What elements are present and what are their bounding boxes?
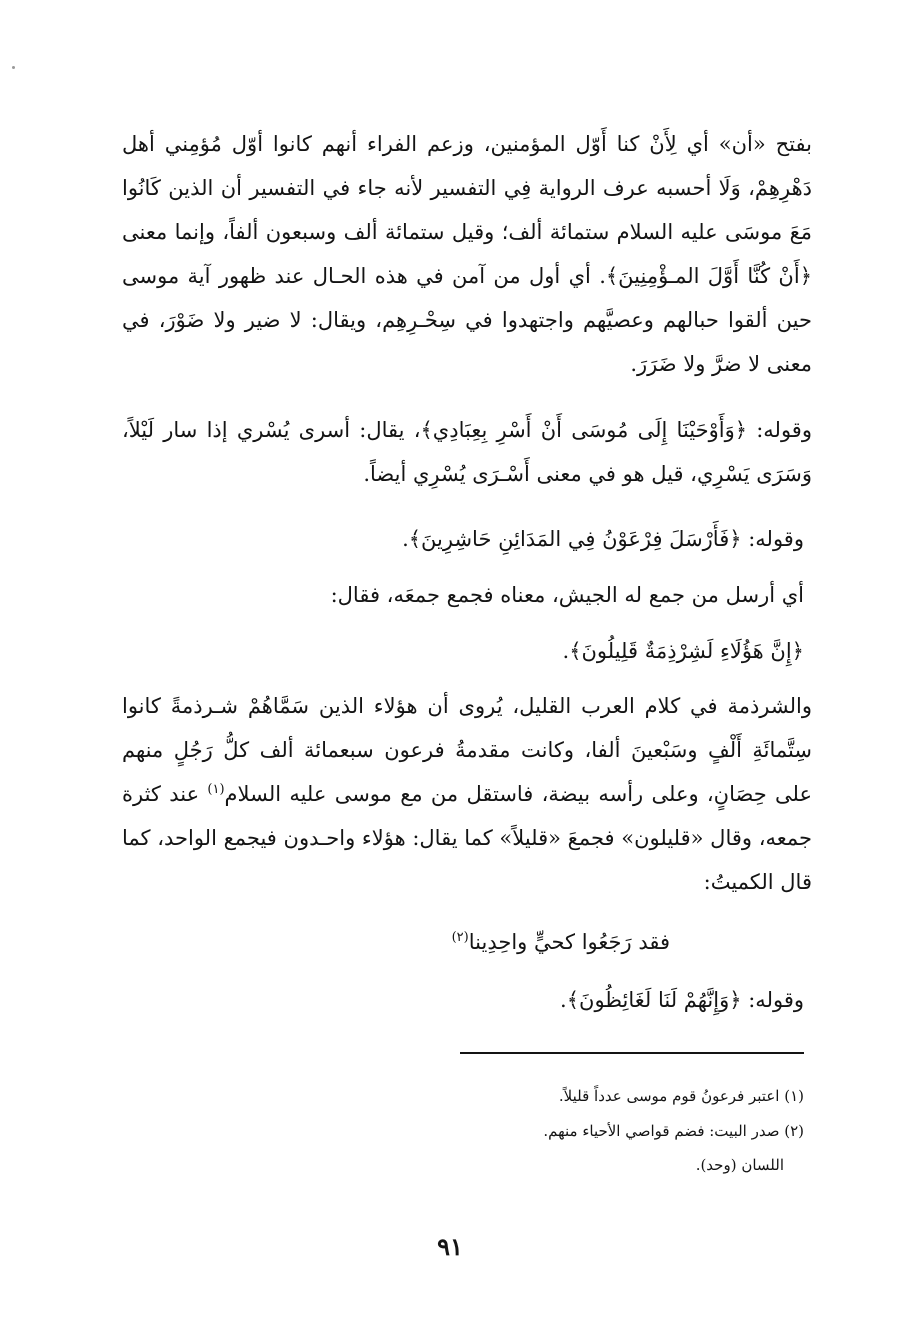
- verse-line-ghaizun: وقوله: ﴿وَإِنَّهُمْ لَنَا لَغَائِظُونَ﴾.: [560, 988, 804, 1012]
- footnote-1: (١) اعتبر فرعونُ قوم موسى عدداً قليلاً.: [558, 1087, 804, 1105]
- poem-line: [452, 920, 670, 964]
- footnote-divider: [460, 1052, 804, 1054]
- paragraph-3: [122, 684, 812, 904]
- poem-text: فقد رَجَعُوا كحيٍّ واحِدِينا: [468, 930, 670, 954]
- footnote-3: اللسان (وحد).: [695, 1156, 784, 1174]
- paragraph-2: وقوله: ﴿وَأَوْحَيْنَا إِلَى مُوسَى أَنْ أَسْرِ بِعِبَادِي﴾، يقال: أسرى يُسْري إذا سار لَيْلاً، وَسَرَى يَسْرِي، قيل هو في معنى أَسْـرَى يُسْرِي أيضاً.: [122, 418, 812, 486]
- page-number: ٩١: [437, 1232, 463, 1261]
- paragraph-3-part-b: عند كثرة جمعه، وقال «قليلون» فجمعَ «قليلاً» كما يقال: هؤلاء واحـدون فيجمع الواحد، كما قال الكميتُ:: [122, 782, 812, 894]
- footnote-ref-2: (٢): [451, 930, 469, 945]
- verse-line-pharaoh: وقوله: ﴿فَأَرْسَلَ فِرْعَوْنُ فِي المَدَائِنِ حَاشِرِينَ﴾.: [402, 527, 804, 551]
- footnote-ref-1: (١): [207, 782, 225, 797]
- verse-line-shirdhima: ﴿إِنَّ هَؤُلَاءِ لَشِرْذِمَةٌ قَلِيلُونَ﴾.: [562, 639, 804, 663]
- meaning-line: أي أرسل من جمع له الجيش، معناه فجمع جمعَه، فقال:: [330, 583, 804, 607]
- paragraph-3-part-a: والشرذمة في كلام العرب القليل، يُروى أن هؤلاء الذين سَمَّاهُمْ شـرذمةً كانوا سِتَّمائَةِ أَلْفٍ وسَبْعينَ ألفا، وكانت مقدمةُ فرعون سبعمائة ألف كلُّ رَجُلٍ منهم على حِصَانٍ، وعلى رأسه بيضة، فاستقل من مع موسى عليه السلام: [122, 694, 812, 806]
- scan-speck: [12, 66, 15, 69]
- footnote-2: (٢) صدر البيت: فضم قواصي الأحياء منهم.: [543, 1122, 804, 1140]
- paragraph-1: بفتح «أن» أي لِأَنْ كنا أَوّل المؤمنين، وزعم الفراء أنهم كانوا أوّل مُؤمِني أهل دَهْرِهِمْ، وَلَا أحسبه عرف الرواية فِي التفسير لأنه جاء في التفسير أن الذين كَانُوا مَعَ موسَى عليه السلام ستمائة ألف؛ وقيل ستمائة ألف وسبعون ألفاً، وإنما معنى ﴿أَنْ كُنَّا أَوَّلَ المـؤْمِنِينَ﴾. أي أول من آمن في هذه الحـال عند ظهور آية موسى حين ألقوا حبالهم وعصيَّهم واجتهدوا في سِحْـرِهِم، ويقال: لا ضير ولا ضَوْرَ، في معنى لا ضرَّ ولا ضَرَرَ.: [122, 132, 812, 376]
